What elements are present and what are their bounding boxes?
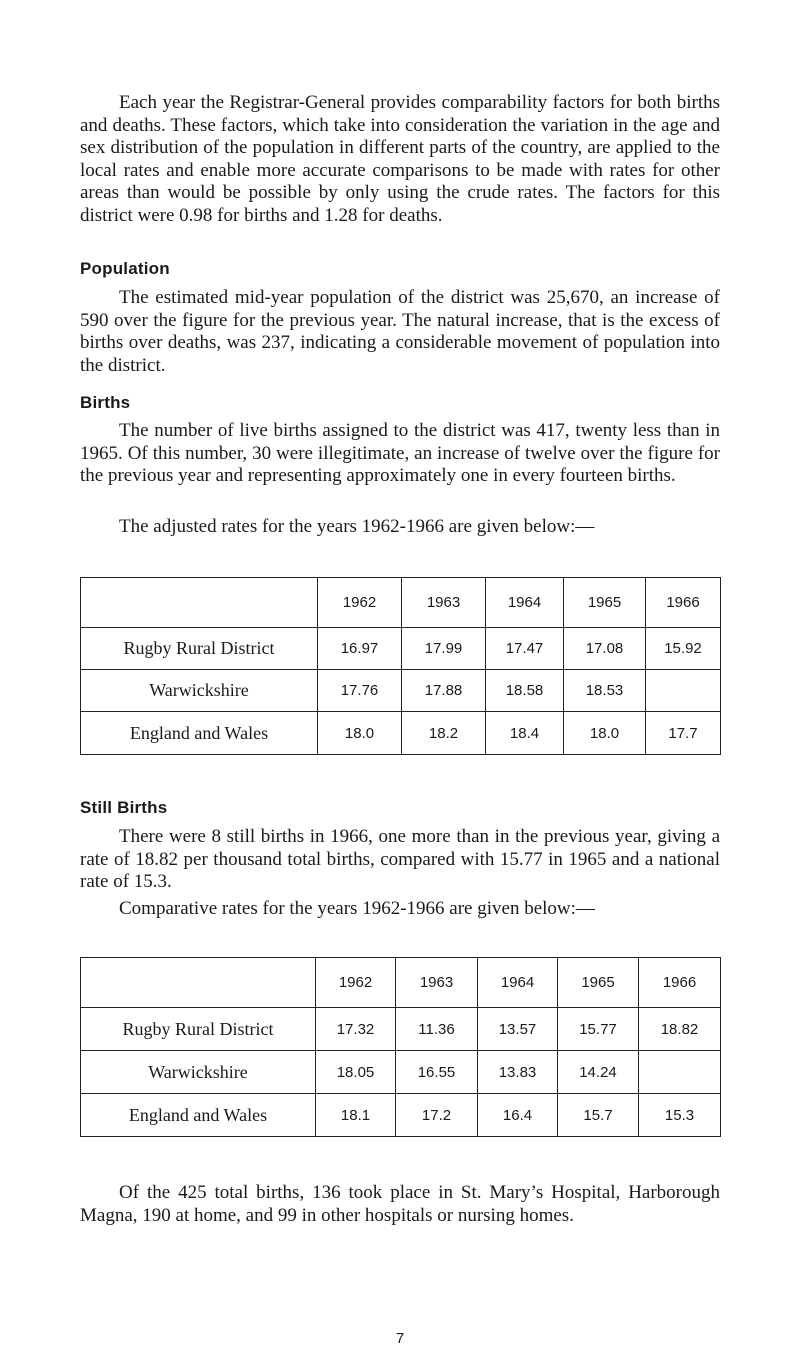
rate-cell: 17.88 [402, 670, 486, 712]
rate-cell: 13.57 [478, 1008, 558, 1051]
table-row [81, 670, 721, 712]
population-paragraph: The estimated mid-year population of the district was 25,670, an increase of 590 over the figure for the previous year. The natural increase, that is the excess of births over deaths, was 237, indicating a considerable movement of population into the district. [80, 287, 720, 376]
table-row [81, 1051, 721, 1094]
still-births-table-intro: Comparative rates for the years 1962-1966 are given below:— [119, 898, 595, 919]
year-header: 1964 [486, 578, 564, 628]
year-header: 1962 [316, 958, 396, 1008]
rate-cell: 18.58 [486, 670, 564, 712]
rate-cell: 18.82 [639, 1008, 721, 1051]
page-number: 7 [395, 1330, 405, 1347]
year-header: 1966 [646, 578, 721, 628]
rate-cell: 14.24 [558, 1051, 639, 1094]
table-row [81, 1008, 721, 1051]
population-heading: Population [80, 259, 170, 278]
rate-cell: 18.0 [564, 712, 646, 755]
rate-cell [646, 670, 721, 712]
year-header: 1964 [478, 958, 558, 1008]
births-heading: Births [80, 393, 131, 412]
rate-cell: 11.36 [396, 1008, 478, 1051]
year-header: 1962 [318, 578, 402, 628]
rate-cell: 18.1 [316, 1094, 396, 1137]
table-corner-cell [81, 958, 316, 1008]
still-births-heading: Still Births [80, 798, 168, 817]
rate-cell: 17.7 [646, 712, 721, 755]
table-row [81, 712, 721, 755]
table-header-row [81, 578, 721, 628]
year-header: 1966 [639, 958, 721, 1008]
table-header-row [81, 958, 721, 1008]
year-header: 1965 [564, 578, 646, 628]
row-label: England and Wales [81, 1094, 316, 1137]
births-paragraph: The number of live births assigned to the district was 417, twenty less than in 1965. Of this number, 30 were illegitimate, an increase of twelve over the figure for the previous year and representing approximately one in every fourteen births. [80, 420, 720, 486]
rate-cell: 13.83 [478, 1051, 558, 1094]
rate-cell [639, 1051, 721, 1094]
rate-cell: 17.99 [402, 628, 486, 670]
rate-cell: 17.2 [396, 1094, 478, 1137]
rate-cell: 18.53 [564, 670, 646, 712]
rate-cell: 17.32 [316, 1008, 396, 1051]
birth-rates-table [80, 577, 721, 755]
closing-paragraph: Of the 425 total births, 136 took place in St. Mary’s Hospital, Harborough Magna, 190 at home, and 99 in other hospitals or nursing homes. [80, 1182, 720, 1226]
still-births-paragraph: There were 8 still births in 1966, one more than in the previous year, giving a rate of 18.82 per thousand total births, compared with 15.77 in 1965 and a national rate of 15.3. [80, 826, 720, 892]
rate-cell: 17.08 [564, 628, 646, 670]
births-table-intro: The adjusted rates for the years 1962-1966 are given below:— [119, 516, 595, 537]
rate-cell: 16.55 [396, 1051, 478, 1094]
intro-paragraph: Each year the Registrar-General provides comparability factors for both births and deaths. These factors, which take into consideration the variation in the age and sex distribution of the population in different parts of the country, are applied to the local rates and enable more accurate comparisons to be made with rates for other areas than would be possible by only using the crude rates. The factors for this district were 0.98 for births and 1.28 for deaths. [80, 92, 720, 226]
rate-cell: 17.76 [318, 670, 402, 712]
still-birth-rates-table [80, 957, 721, 1137]
year-header: 1965 [558, 958, 639, 1008]
rate-cell: 16.4 [478, 1094, 558, 1137]
rate-cell: 18.2 [402, 712, 486, 755]
row-label: Warwickshire [81, 670, 318, 712]
table-corner-cell [81, 578, 318, 628]
row-label: Rugby Rural District [81, 1008, 316, 1051]
year-header: 1963 [402, 578, 486, 628]
rate-cell: 15.7 [558, 1094, 639, 1137]
year-header: 1963 [396, 958, 478, 1008]
table-row [81, 1094, 721, 1137]
row-label: England and Wales [81, 712, 318, 755]
table-row [81, 628, 721, 670]
row-label: Warwickshire [81, 1051, 316, 1094]
rate-cell: 15.92 [646, 628, 721, 670]
rate-cell: 15.3 [639, 1094, 721, 1137]
rate-cell: 17.47 [486, 628, 564, 670]
rate-cell: 18.05 [316, 1051, 396, 1094]
row-label: Rugby Rural District [81, 628, 318, 670]
rate-cell: 15.77 [558, 1008, 639, 1051]
rate-cell: 18.0 [318, 712, 402, 755]
rate-cell: 16.97 [318, 628, 402, 670]
rate-cell: 18.4 [486, 712, 564, 755]
